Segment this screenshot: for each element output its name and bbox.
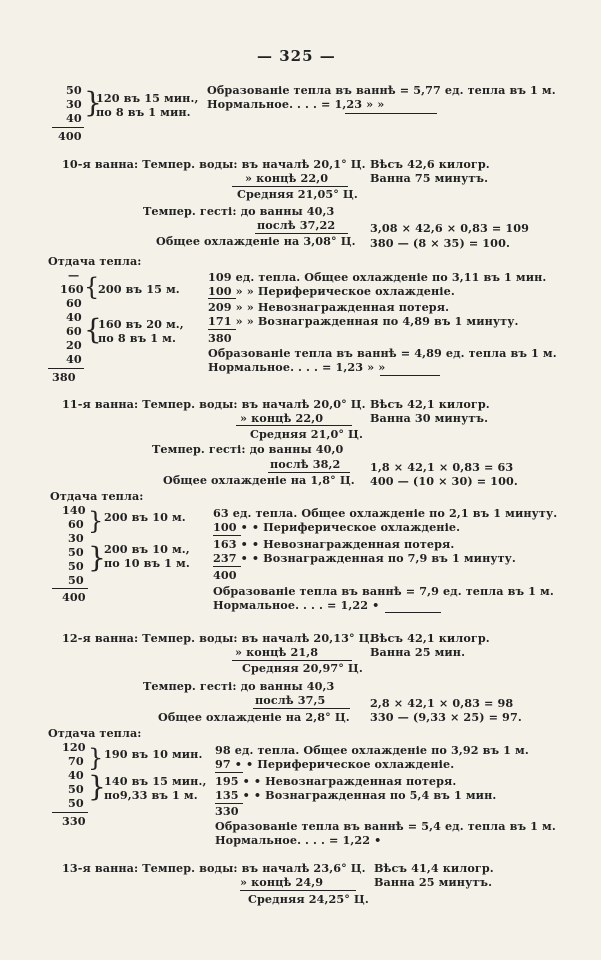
bath-duration: Ванна 75 минутъ. — [370, 171, 489, 185]
total-cooling: Общее охлажденіе на 1,8° Ц. — [163, 473, 355, 487]
heat-loss-label: Отдача тепла: — [50, 489, 144, 503]
temp-end: » концѣ 24,9 — [240, 875, 324, 889]
calc-line: 400 — (10 × 30) = 100. — [370, 474, 518, 488]
value-cell: 70 — [68, 754, 84, 768]
average-temp: Средняя 20,97° Ц. — [242, 661, 363, 675]
value-cell: 60 — [66, 324, 82, 338]
sum-rule — [48, 368, 84, 369]
value-cell: 50 — [68, 545, 84, 559]
heat-row: 209 » » Невознагражденная потеря. — [208, 300, 450, 314]
formula-line: Образованіе тепла въ ваннѣ = 4,89 ед. тепла въ 1 м. — [208, 346, 557, 360]
formula-line: Образованіе тепла въ ваннѣ = 7,9 ед. тепла въ 1 м. — [213, 584, 554, 598]
value-cell: 50 — [68, 573, 84, 587]
heat-row: 237 • • Вознагражденная по 7,9 въ 1 минуту. — [213, 551, 516, 565]
body-temp-before: Темпер. гесті: до ванны 40,3 — [143, 204, 335, 218]
body-temp-before: Темпер. гесті: до ванны 40,3 — [143, 679, 335, 693]
heat-row: 195 • • Невознагражденная потеря. — [215, 774, 457, 788]
underline — [385, 612, 441, 613]
bath-weight: Вѣсъ 42,1 килогр. — [370, 631, 490, 645]
calc-line: 2,8 × 42,1 × 0,83 = 98 — [370, 696, 514, 710]
brace-label: по 8 въ 1 м. — [98, 331, 176, 345]
value-cell: — — [68, 268, 80, 282]
bath-heading: 13-я ванна: Темпер. воды: въ началѣ 23,6° Ц. — [62, 861, 366, 875]
brace-label: 160 въ 20 м., — [98, 317, 184, 331]
bath-heading: 11-я ванна: Темпер. воды: въ началѣ 20,0° Ц. — [62, 397, 366, 411]
heat-row: 100 • • Периферическое охлажденіе. — [213, 520, 461, 534]
brace-icon: } — [88, 744, 104, 772]
value-cell: 20 — [66, 338, 82, 352]
brace-icon: } — [88, 541, 106, 574]
value-cell: 40 — [66, 111, 82, 125]
value-cell: 60 — [68, 517, 84, 531]
sum-rule — [208, 298, 236, 299]
column-total: 400 — [58, 129, 82, 143]
sum-rule — [52, 812, 88, 813]
heat-row: 330 — [215, 804, 239, 818]
value-cell: 50 — [68, 559, 84, 573]
temp-end: » концѣ 22,0 — [245, 171, 329, 185]
value-cell: 50 — [68, 796, 84, 810]
calc-line: 380 — (8 × 35) = 100. — [370, 236, 510, 250]
formula-line: Нормальное. . . . = 1,23 » » — [207, 97, 385, 111]
sum-rule — [52, 127, 84, 128]
total-cooling: Общее охлажденіе на 3,08° Ц. — [156, 234, 356, 248]
calc-line: 1,8 × 42,1 × 0,83 = 63 — [370, 460, 514, 474]
underline — [253, 708, 350, 709]
formula-line: Нормальное. . . . = 1,23 » » — [208, 360, 386, 374]
value-cell: 40 — [66, 352, 82, 366]
column-total: 380 — [52, 370, 76, 384]
heat-row: 163 • • Невознагражденная потеря. — [213, 537, 455, 551]
body-temp-before: Темпер. гесті: до ванны 40,0 — [152, 442, 344, 456]
value-cell: 50 — [68, 782, 84, 796]
brace-label: по9,33 въ 1 м. — [104, 788, 198, 802]
brace-label: 200 въ 15 м. — [98, 282, 180, 296]
brace-icon: { — [84, 313, 102, 346]
formula-line: Образованіе тепла въ ваннѣ = 5,77 ед. тепла въ 1 м. — [207, 83, 556, 97]
heat-row: 109 ед. тепла. Общее охлажденіе по 3,11 въ 1 мин. — [208, 270, 547, 284]
body-temp-after: послѣ 37,5 — [255, 693, 326, 707]
brace-label: по 10 въ 1 м. — [104, 556, 190, 570]
brace-label: 200 въ 10 м., — [104, 542, 190, 556]
bath-weight: Вѣсъ 41,4 килогр. — [374, 861, 494, 875]
brace-label: 200 въ 10 м. — [104, 510, 186, 524]
value-cell: 40 — [66, 310, 82, 324]
temp-end: » концѣ 22,0 — [240, 411, 324, 425]
column-total: 330 — [62, 814, 86, 828]
bath-weight: Вѣсъ 42,6 килогр. — [370, 157, 490, 171]
average-temp: Средняя 24,25° Ц. — [248, 892, 369, 906]
sum-rule — [52, 588, 88, 589]
temp-end: » концѣ 21,8 — [235, 645, 319, 659]
value-cell: 50 — [66, 83, 82, 97]
underline — [345, 113, 437, 114]
brace-icon: } — [84, 86, 102, 119]
heat-row: 98 ед. тепла. Общее охлажденіе по 3,92 въ 1 м. — [215, 743, 529, 757]
bath-duration: Ванна 25 мин. — [370, 645, 466, 659]
brace-label: по 8 въ 1 мин. — [96, 105, 191, 119]
heat-row: 97 • • Периферическое охлажденіе. — [215, 757, 455, 771]
bath-heading: 12-я ванна: Темпер. воды: въ началѣ 20,13° Ц. — [62, 631, 374, 645]
underline — [380, 375, 440, 376]
average-temp: Средняя 21,05° Ц. — [237, 187, 358, 201]
heat-loss-label: Отдача тепла: — [48, 726, 142, 740]
body-temp-after: послѣ 37,22 — [257, 218, 336, 232]
calc-line: 3,08 × 42,6 × 0,83 = 109 — [370, 221, 529, 235]
brace-label: 120 въ 15 мин., — [96, 91, 199, 105]
value-cell: 40 — [68, 768, 84, 782]
average-temp: Средняя 21,0° Ц. — [250, 427, 363, 441]
formula-line: Нормальное. . . . = 1,22 • — [213, 598, 380, 612]
heat-row: 135 • • Вознагражденная по 5,4 въ 1 мин. — [215, 788, 497, 802]
value-cell: 160 — [60, 282, 84, 296]
value-cell: 140 — [62, 503, 86, 517]
sum-rule — [215, 772, 243, 773]
column-total: 400 — [62, 590, 86, 604]
formula-line: Нормальное. . . . = 1,22 • — [215, 833, 382, 847]
calc-line: 330 — (9,33 × 25) = 97. — [370, 710, 522, 724]
bath-heading: 10-я ванна: Темпер. воды: въ началѣ 20,1° Ц. — [62, 157, 366, 171]
sum-rule — [213, 535, 241, 536]
bath-duration: Ванна 30 минутъ. — [370, 411, 489, 425]
value-cell: 60 — [66, 296, 82, 310]
value-cell: 120 — [62, 740, 86, 754]
brace-label: 190 въ 10 мин. — [104, 747, 203, 761]
underline — [236, 425, 352, 426]
underline — [240, 890, 356, 891]
heat-row: 100 » » Периферическое охлажденіе. — [208, 284, 455, 298]
body-temp-after: послѣ 38,2 — [270, 457, 341, 471]
formula-line: Образованіе тепла въ ваннѣ = 5,4 ед. тепла въ 1 м. — [215, 819, 556, 833]
bath-weight: Вѣсъ 42,1 килогр. — [370, 397, 490, 411]
sum-rule — [213, 566, 241, 567]
value-cell: 30 — [66, 97, 82, 111]
total-cooling: Общее охлажденіе на 2,8° Ц. — [158, 710, 350, 724]
brace-icon: } — [88, 770, 106, 803]
sum-rule — [208, 329, 236, 330]
heat-loss-label: Отдача тепла: — [48, 254, 142, 268]
brace-icon: { — [84, 273, 100, 301]
bath-duration: Ванна 25 минутъ. — [374, 875, 493, 889]
value-cell: 30 — [68, 531, 84, 545]
heat-row: 63 ед. тепла. Общее охлажденіе по 2,1 въ 1 минуту. — [213, 506, 558, 520]
heat-row: 380 — [208, 331, 232, 345]
heat-row: 400 — [213, 568, 237, 582]
heat-row: 171 » » Вознагражденная по 4,89 въ 1 минуту. — [208, 314, 519, 328]
page-number: — 325 — — [257, 47, 336, 65]
brace-icon: } — [88, 507, 104, 535]
brace-label: 140 въ 15 мин., — [104, 774, 207, 788]
